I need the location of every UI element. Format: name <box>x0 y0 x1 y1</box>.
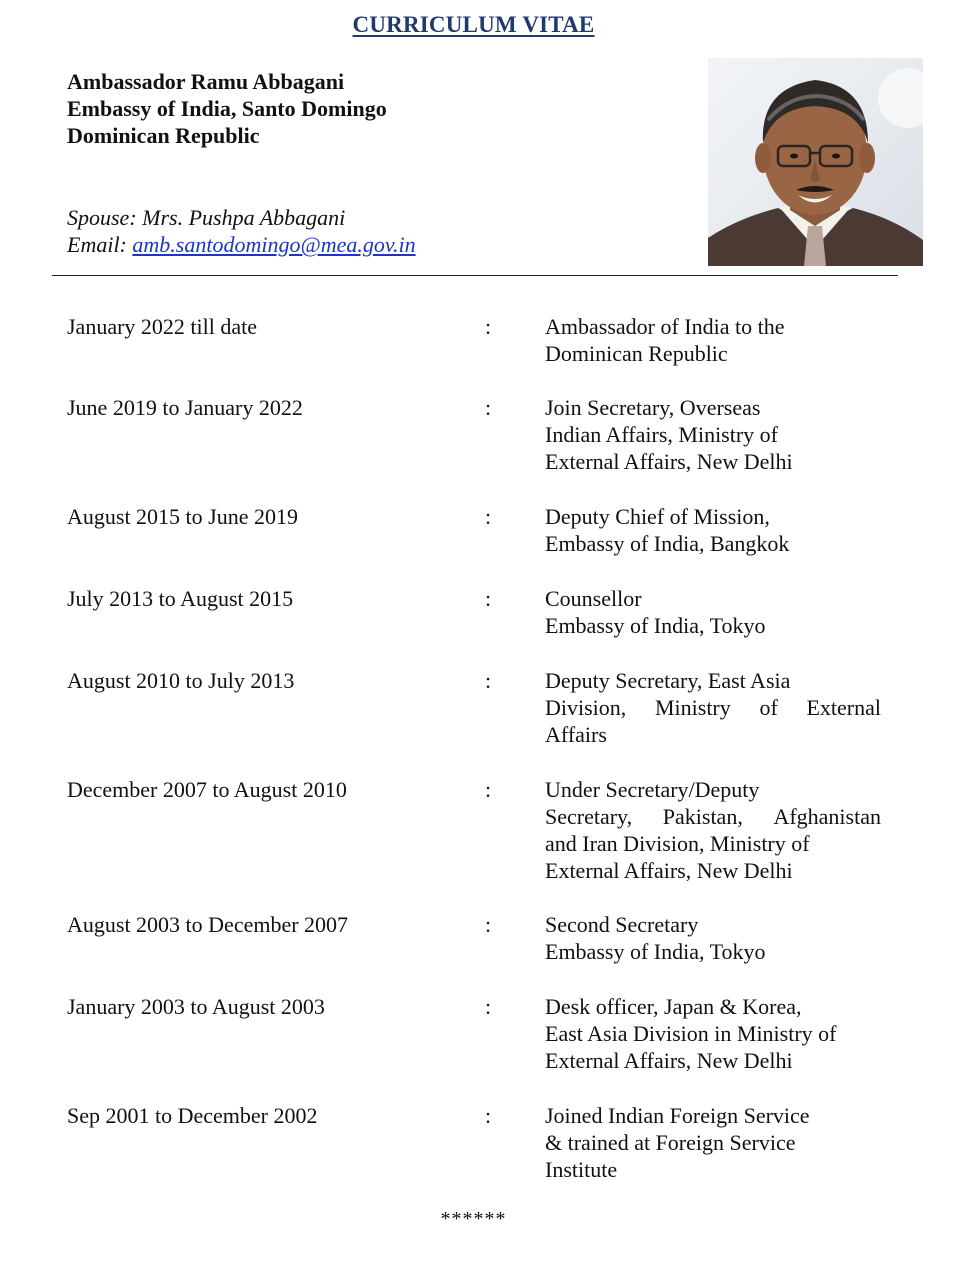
entry-period: August 2015 to June 2019 <box>67 504 298 529</box>
role-line: East Asia Division in Ministry of <box>545 1021 837 1046</box>
role-line: Ambassador of India to the <box>545 314 785 339</box>
entry-separator: : <box>485 668 492 693</box>
entry-role <box>545 313 881 367</box>
role-line: Second Secretary <box>545 912 699 937</box>
entry-separator: : <box>485 777 492 802</box>
role-line: Division, Ministry of External <box>545 695 881 720</box>
spouse-line: Spouse: Mrs. Pushpa Abbagani <box>67 205 346 230</box>
entry-period: August 2003 to December 2007 <box>67 912 349 937</box>
entry-role <box>545 394 881 475</box>
entry-period: January 2022 till date <box>67 314 258 339</box>
role-line: Join Secretary, Overseas <box>545 395 761 420</box>
entry-period: Sep 2001 to December 2002 <box>67 1103 318 1128</box>
role-line: Joined Indian Foreign Service <box>545 1103 810 1128</box>
email-label: Email: <box>67 232 133 257</box>
entry-separator: : <box>485 1103 492 1128</box>
role-line: Affairs <box>545 722 607 747</box>
role-line: Embassy of India, Tokyo <box>545 939 766 964</box>
entry-period: June 2019 to January 2022 <box>67 395 303 420</box>
role-line: External Affairs, New Delhi <box>545 449 793 474</box>
role-line: External Affairs, New Delhi <box>545 858 793 883</box>
header-embassy: Embassy of India, Santo Domingo <box>67 96 387 121</box>
entry-separator: : <box>485 314 492 339</box>
entry-role <box>545 585 881 639</box>
entry-period: January 2003 to August 2003 <box>67 994 325 1019</box>
role-line: Embassy of India, Tokyo <box>545 613 766 638</box>
role-line: and Iran Division, Ministry of <box>545 831 810 856</box>
entry-role <box>545 993 881 1074</box>
role-line: Desk officer, Japan & Korea, <box>545 994 802 1019</box>
entry-role <box>545 1102 881 1183</box>
role-line: Deputy Secretary, East Asia <box>545 668 791 693</box>
entry-period: July 2013 to August 2015 <box>67 586 294 611</box>
role-line: Indian Affairs, Ministry of <box>545 422 779 447</box>
entry-period: December 2007 to August 2010 <box>67 777 347 802</box>
header-name: Ambassador Ramu Abbagani <box>67 69 345 94</box>
entry-role <box>545 776 881 884</box>
entry-role <box>545 911 881 965</box>
entry-period: August 2010 to July 2013 <box>67 668 295 693</box>
entry-separator: : <box>485 395 492 420</box>
entry-role <box>545 503 881 557</box>
role-line: Dominican Republic <box>545 341 728 366</box>
entry-role <box>545 667 881 748</box>
role-line: Embassy of India, Bangkok <box>545 531 790 556</box>
page-title: CURRICULUM VITAE <box>352 12 595 37</box>
role-line: Counsellor <box>545 586 642 611</box>
role-line: & trained at Foreign Service <box>545 1130 796 1155</box>
entry-separator: : <box>485 912 492 937</box>
role-line: External Affairs, New Delhi <box>545 1048 793 1073</box>
role-line: Under Secretary/Deputy <box>545 777 760 802</box>
role-line: Deputy Chief of Mission, <box>545 504 770 529</box>
email-link[interactable]: amb.santodomingo@mea.gov.in <box>132 232 416 257</box>
entry-separator: : <box>485 994 492 1019</box>
entry-separator: : <box>485 586 492 611</box>
footer-stars: ****** <box>440 1208 507 1230</box>
role-line: Secretary, Pakistan, Afghanistan <box>545 804 881 829</box>
role-line: Institute <box>545 1157 618 1182</box>
entry-separator: : <box>485 504 492 529</box>
header-country: Dominican Republic <box>67 123 260 148</box>
